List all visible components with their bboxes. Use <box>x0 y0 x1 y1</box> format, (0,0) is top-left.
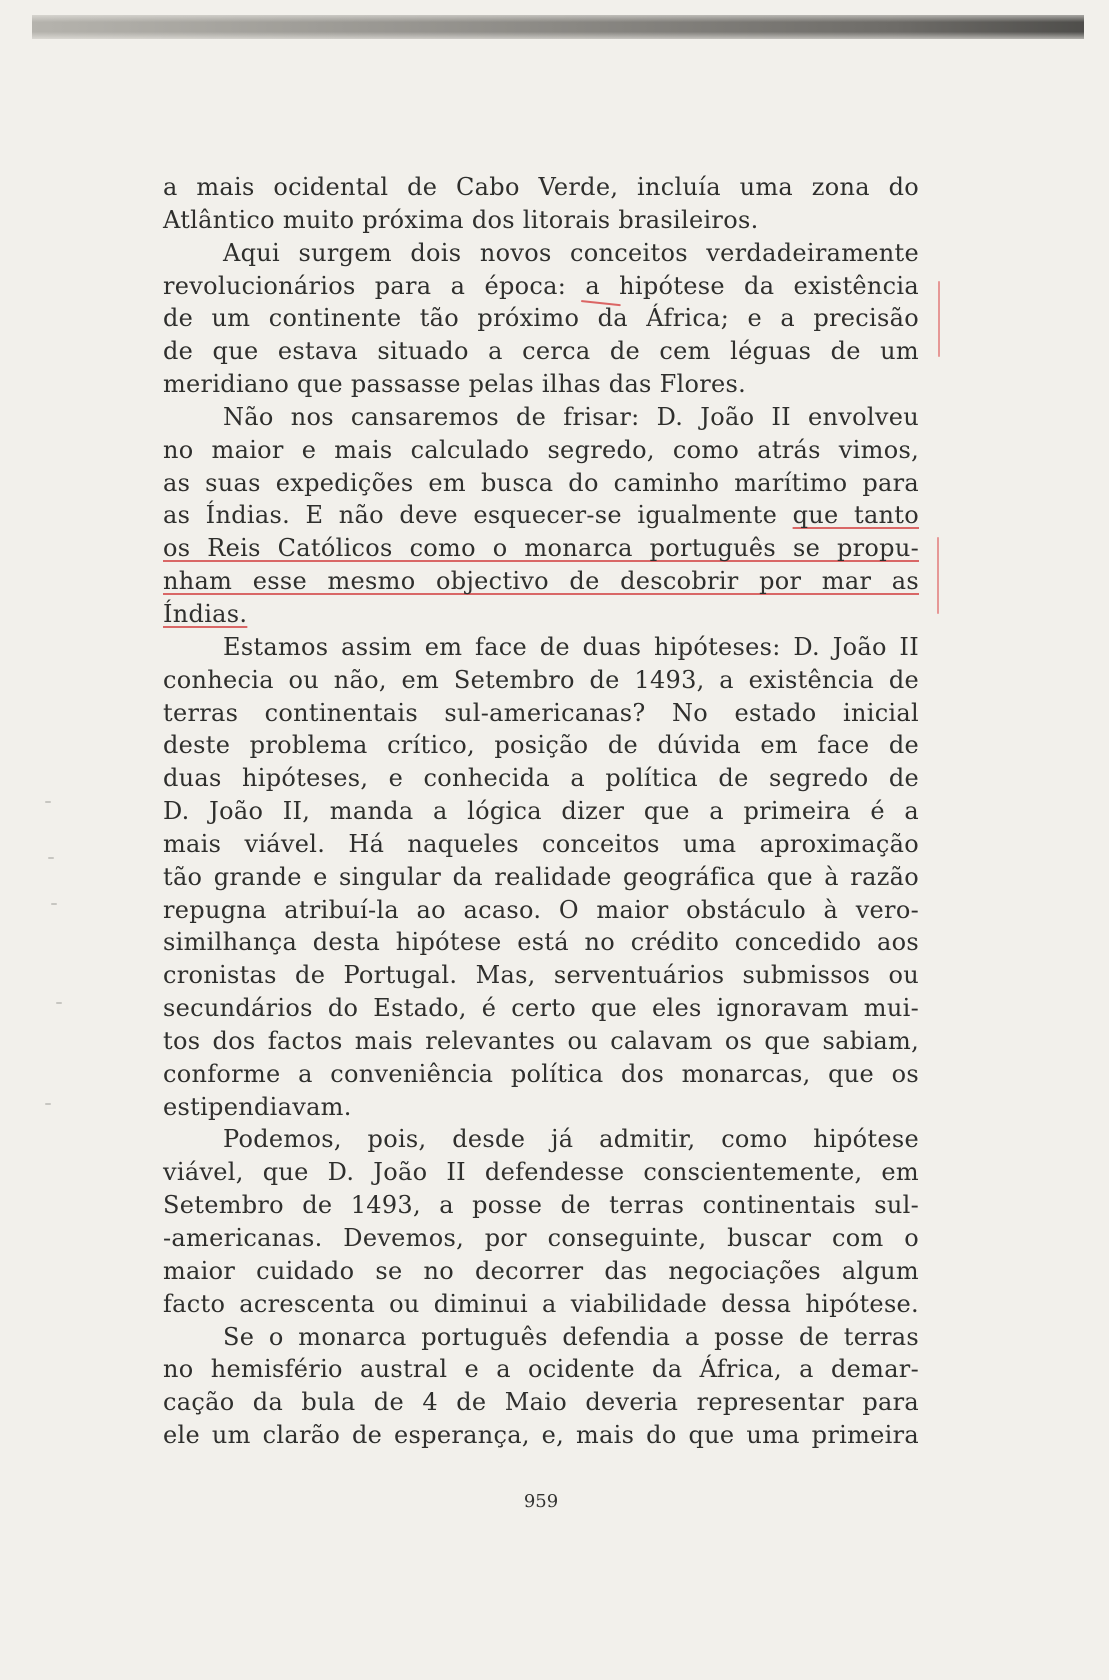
text-line <box>163 270 919 303</box>
text-line: meridiano que passasse pelas ilhas das Flores. <box>163 370 747 399</box>
text-line: similhança desta hipótese está no crédito concedido aos <box>163 928 919 957</box>
text-segment: revolucionários para a época: <box>163 271 567 300</box>
text-segment: as Índias. E não deve esquecer-se igualmente <box>163 501 778 530</box>
text-line: Podemos, pois, desde já admitir, como hipótese <box>223 1125 919 1154</box>
scan-speck <box>56 1002 62 1004</box>
scan-speck <box>51 903 57 905</box>
body-text <box>163 171 919 1452</box>
text-line <box>163 598 919 631</box>
text-line: duas hipóteses, e conhecida a política de segredo de <box>163 764 919 793</box>
text-line: cronistas de Portugal. Mas, serventuários submissos ou <box>163 961 919 990</box>
text-line: Estamos assim em face de duas hipóteses: D. João II <box>223 632 919 661</box>
scan-speck <box>45 1103 51 1105</box>
text-line <box>163 532 919 565</box>
underlined-text: Índias. <box>163 599 248 628</box>
underlined-text: nham esse mesmo objectivo de descobrir por mar as <box>163 567 919 596</box>
text-line: repugna atribuí-la ao acaso. O maior obstáculo à vero- <box>163 895 919 924</box>
text-line: no hemisfério austral e a ocidente da África, a demar- <box>163 1355 919 1384</box>
scan-speck <box>45 801 51 803</box>
underlined-text: os Reis Católicos como o monarca português se propu- <box>163 534 919 563</box>
margin-annotation-mark <box>938 281 940 357</box>
text-line: viável, que D. João II defendesse conscientemente, em <box>163 1158 919 1187</box>
page-number: 959 <box>523 1491 559 1512</box>
text-line: terras continentais sul-americanas? No estado inicial <box>163 698 919 727</box>
text-line: conhecia ou não, em Setembro de 1493, a existência de <box>163 665 919 694</box>
scan-speck <box>48 857 54 859</box>
text-line <box>163 565 919 598</box>
text-line <box>163 499 919 532</box>
underlined-text: que tanto <box>792 501 919 530</box>
text-line: Setembro de 1493, a posse de terras continentais sul- <box>163 1191 919 1220</box>
marked-word: a <box>585 271 600 300</box>
text-line: -americanas. Devemos, por conseguinte, buscar com o <box>163 1224 919 1252</box>
text-line: no maior e mais calculado segredo, como atrás vimos, <box>163 435 919 464</box>
text-line: Aqui surgem dois novos conceitos verdadeiramente <box>223 238 919 267</box>
text-line: tão grande e singular da realidade geográfica que à razão <box>163 862 919 891</box>
text-line: Não nos cansaremos de frisar: D. João II envolveu <box>223 402 919 431</box>
text-line: conforme a conveniência política dos monarcas, que os <box>163 1059 919 1088</box>
text-line: secundários do Estado, é certo que eles ignoravam mui- <box>163 994 919 1023</box>
text-line: cação da bula de 4 de Maio deveria representar para <box>163 1388 919 1417</box>
text-line: mais viável. Há naqueles conceitos uma aproximação <box>163 829 919 858</box>
text-line: a mais ocidental de Cabo Verde, incluía uma zona do <box>163 173 919 201</box>
text-line: estipendiavam. <box>163 1092 352 1121</box>
text-line: deste problema crítico, posição de dúvida em face de <box>163 731 919 760</box>
margin-annotation-mark <box>937 537 939 614</box>
text-line: de um continente tão próximo da África; e a precisão <box>163 304 919 333</box>
text-line: facto acrescenta ou diminui a viabilidade dessa hipótese. <box>163 1289 919 1318</box>
text-line: de que estava situado a cerca de cem léguas de um <box>163 337 919 366</box>
text-line: maior cuidado se no decorrer das negociações algum <box>163 1256 919 1285</box>
scan-edge-shadow <box>32 15 1084 39</box>
text-line: tos dos factos mais relevantes ou calavam os que sabiam, <box>163 1026 919 1055</box>
text-segment: hipótese da existência <box>619 271 919 300</box>
text-line: ele um clarão de esperança, e, mais do que uma primeira <box>163 1421 919 1450</box>
text-line: Se o monarca português defendia a posse de terras <box>223 1322 919 1351</box>
text-line: Atlântico muito próxima dos litorais brasileiros. <box>163 205 759 234</box>
text-line: D. João II, manda a lógica dizer que a primeira é a <box>163 797 919 826</box>
text-line: as suas expedições em busca do caminho marítimo para <box>163 468 919 497</box>
